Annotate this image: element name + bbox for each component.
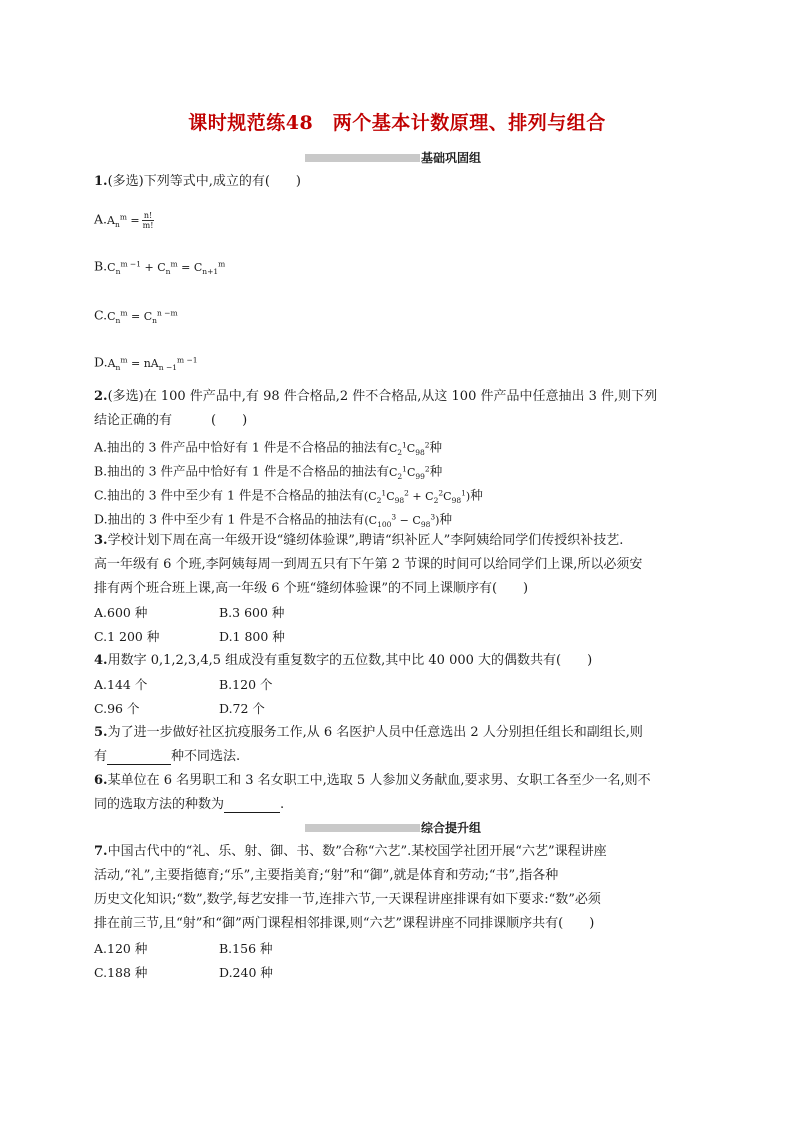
- unit: 种: [439, 511, 452, 527]
- question-number: 5.: [94, 725, 108, 740]
- formula: $C_2^1C_{99}^2$: [388, 464, 430, 481]
- question-3: [94, 533, 623, 549]
- question-6: [94, 773, 651, 789]
- question-7-line2: 活动,“礼”,主要指德育;“乐”,主要指美育;“射”和“御”,就是体育和劳动;“书”,指各种: [94, 868, 559, 883]
- q4-option-b: B.120 个: [219, 677, 273, 692]
- q4-option-d: D.72 个: [219, 701, 265, 716]
- formula: $(C_{100}^3 - C_{98}^3)$: [364, 512, 440, 529]
- option-label: B.: [94, 258, 108, 274]
- text-after-blank: .: [280, 797, 285, 812]
- q2-option-b: [94, 461, 442, 485]
- question-number: 4.: [94, 653, 108, 668]
- option-text: D.抽出的 3 件中至少有 1 件是不合格品的抽法有: [94, 511, 365, 527]
- question-text: (多选)在 100 件产品中,有 98 件合格品,2 件不合格品,从这 100 件产品中任意抽出 3 件,则下列: [107, 389, 658, 404]
- answer-blank[interactable]: [224, 798, 280, 813]
- section-label: 综合提升组: [421, 821, 482, 835]
- question-text: 用数字 0,1,2,3,4,5 组成没有重复数字的五位数,其中比 40 000 大的偶数共有( ): [107, 653, 593, 668]
- option-label: A.: [94, 211, 108, 227]
- section-header-advanced: [305, 819, 525, 837]
- question-5: [94, 725, 643, 741]
- section-bar: [305, 824, 420, 832]
- q1-option-d: [94, 352, 198, 376]
- page-title: 课时规范练48 两个基本计数原理、排列与组合: [188, 112, 606, 134]
- question-number: 3.: [94, 533, 108, 548]
- q3-option-c: C.1 200 种: [94, 629, 160, 644]
- q1-option-a: [94, 209, 154, 233]
- question-number: 1.: [94, 174, 108, 189]
- formula: $(C_2^1C_{98}^2 + C_2^2C_{98}^1)$: [363, 488, 471, 505]
- q2-option-c: [94, 485, 483, 509]
- question-number: 2.: [94, 389, 108, 404]
- text-after-blank: 种不同选法.: [171, 749, 241, 764]
- question-3-line3: 排有两个班合班上课,高一年级 6 个班“缝纫体验课”的不同上课顺序有( ): [94, 581, 529, 596]
- question-2: [94, 389, 657, 405]
- q1-option-c: [94, 305, 178, 329]
- q3-option-d: D.1 800 种: [219, 629, 285, 644]
- unit: 种: [429, 463, 443, 479]
- q7-option-d: D.240 种: [219, 965, 273, 980]
- formula: $A_n^m = nA_{n -1}^{m -1}$: [107, 355, 198, 372]
- q4-option-c: C.96 个: [94, 701, 140, 716]
- option-text: C.抽出的 3 件中至少有 1 件是不合格品的抽法有: [94, 487, 364, 503]
- unit: 种: [429, 439, 443, 455]
- question-7-line3: 历史文化知识;“数”,数学,每艺安排一节,连排六节,一天课程讲座排课有如下要求:“数”必须: [94, 892, 601, 907]
- question-7-line4: 排在前三节,且“射”和“御”两门课程相邻排课,则“六艺”课程讲座不同排课顺序共有( ): [94, 916, 595, 931]
- text-before-blank: 有: [94, 749, 108, 764]
- formula: $C_n^{m -1} + C_n^m = C_{n+1}^m$: [107, 259, 226, 276]
- denominator: m!: [142, 220, 154, 230]
- q4-option-a: A.144 个: [94, 677, 148, 692]
- answer-blank[interactable]: [107, 750, 171, 765]
- question-2-line2: 结论正确的有 ( ): [94, 413, 248, 428]
- formula: $A_n^m$ =: [107, 212, 140, 229]
- unit: 种: [470, 487, 483, 503]
- q2-option-a: [94, 437, 442, 461]
- question-text: 某单位在 6 名男职工和 3 名女职工中,选取 5 人参加义务献血,要求男、女职工各至少一名,则不: [107, 773, 651, 788]
- question-text: 学校计划下周在高一年级开设“缝纫体验课”,聘请“织补匠人”李阿姨给同学们传授织补技艺.: [107, 533, 624, 548]
- question-text: 中国古代中的“礼、乐、射、御、书、数”合称“六艺”.某校国学社团开展“六艺”课程讲座: [107, 844, 607, 859]
- section-header-basic: [305, 149, 525, 167]
- question-3-line2: 高一年级有 6 个班,李阿姨每周一到周五只有下午第 2 节课的时间可以给同学们上课,所以必须安: [94, 557, 643, 572]
- fraction: [142, 211, 155, 230]
- question-5-line2: [94, 749, 240, 765]
- q7-option-b: B.156 种: [219, 941, 273, 956]
- question-text: 为了进一步做好社区抗疫服务工作,从 6 名医护人员中任意选出 2 人分别担任组长和副组长,则: [107, 725, 643, 740]
- question-4: [94, 653, 592, 669]
- numerator: n!: [142, 211, 155, 221]
- question-number: 6.: [94, 773, 108, 788]
- option-label: C.: [94, 307, 108, 323]
- q3-option-b: B.3 600 种: [219, 605, 285, 620]
- q2-option-d: [94, 509, 452, 533]
- q1-option-b: [94, 256, 225, 280]
- q7-option-a: A.120 种: [94, 941, 148, 956]
- option-text: B.抽出的 3 件产品中恰好有 1 件是不合格品的抽法有: [94, 463, 389, 479]
- formula: $C_n^m = C_n^{n -m}$: [107, 308, 178, 325]
- text-before-blank: 同的选取方法的种数为: [94, 797, 225, 812]
- question-text: (多选)下列等式中,成立的有( ): [107, 174, 301, 189]
- q7-option-c: C.188 种: [94, 965, 148, 980]
- section-label: 基础巩固组: [421, 151, 482, 165]
- question-1: [94, 174, 301, 190]
- q3-option-a: A.600 种: [94, 605, 148, 620]
- formula: $C_2^1C_{98}^2$: [388, 440, 430, 457]
- question-7: [94, 844, 607, 860]
- question-6-line2: [94, 797, 284, 813]
- option-text: A.抽出的 3 件产品中恰好有 1 件是不合格品的抽法有: [94, 439, 389, 455]
- question-number: 7.: [94, 844, 108, 859]
- option-label: D.: [94, 354, 108, 370]
- section-bar: [305, 154, 420, 162]
